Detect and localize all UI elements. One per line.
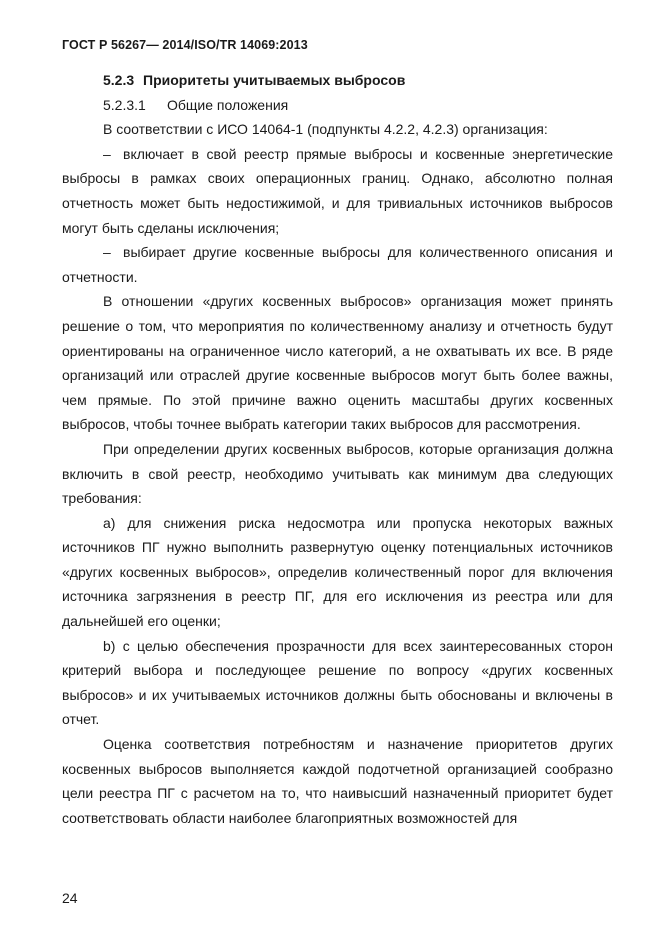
page-number: 24 [62, 890, 78, 906]
bullet-text-2: выбирает другие косвенные выбросы для количественного описания и отчетности. [62, 244, 613, 285]
section-number: 5.2.3 [103, 72, 135, 88]
list-item-a: а) для снижения риска недосмотра или пропуска некоторых важных источников ПГ нужно выполнить развернутую оценку потенциальных источников «других косвенных выбросов», определив количественный порог для включения источника загрязнения в реестр ПГ, для его исключения из реестра или для дальнейшей его оценки; [62, 514, 613, 630]
paragraph-assessment: Оценка соответствия потребностям и назначение приоритетов других косвенных выбросов выполняется каждой подотчетной организацией сообразно цели реестра ПГ с расчетом на то, что наивысший назначенный приоритет будет соответствовать области наиболее благоприятных возможностей для [62, 736, 613, 826]
section-title: Приоритеты учитываемых выбросов [143, 72, 406, 88]
list-item-b: b) с целью обеспечения прозрачности для всех заинтересованных сторон критерий выбора и последующее решение по вопросу «других косвенных выбросов» и их учитываемых источников должны быть обоснованы и включены в отчет. [62, 637, 613, 728]
subsection-number: 5.2.3.1 [103, 96, 146, 113]
bullet-item-1 [62, 142, 613, 240]
page-content [62, 68, 613, 830]
bullet-dash: – [103, 145, 111, 162]
subsection-title: Общие положения [167, 96, 289, 113]
document-header: ГОСТ Р 56267— 2014/ISO/TR 14069:2013 [62, 38, 308, 52]
paragraph-requirements: При определении других косвенных выбросов, которые организация должна включить в свой реестр, необходимо учитывать как минимум два следующих требования: [62, 440, 613, 507]
paragraph-other-indirect: В отношении «других косвенных выбросов» организация может принять решение о том, что мероприятия по количественному анализу и отчетность будут ориентированы на ограниченное число категорий, а не охватывать их все. В ряде организаций или отраслей другие косвенные выбросов могут быть более важны, чем прямые. По этой причине важно оценить масштабы других косвенных выбросов, чтобы точнее выбрать категории таких выбросов для рассмотрения. [62, 293, 613, 433]
bullet-dash: – [103, 244, 111, 261]
subsection-heading [62, 93, 613, 118]
bullet-item-2 [62, 240, 613, 289]
intro-paragraph: В соответствии с ИСО 14064-1 (подпункты 4.2.2, 4.2.3) организация: [103, 121, 548, 138]
section-heading [62, 68, 613, 93]
bullet-text-1: включает в свой реестр прямые выбросы и косвенные энергетические выбросы в рамках своих операционных границ. Однако, абсолютно полная отчетность может быть недостижимой, и для тривиальных источников выбросов могут быть сделаны исключения; [62, 145, 613, 236]
